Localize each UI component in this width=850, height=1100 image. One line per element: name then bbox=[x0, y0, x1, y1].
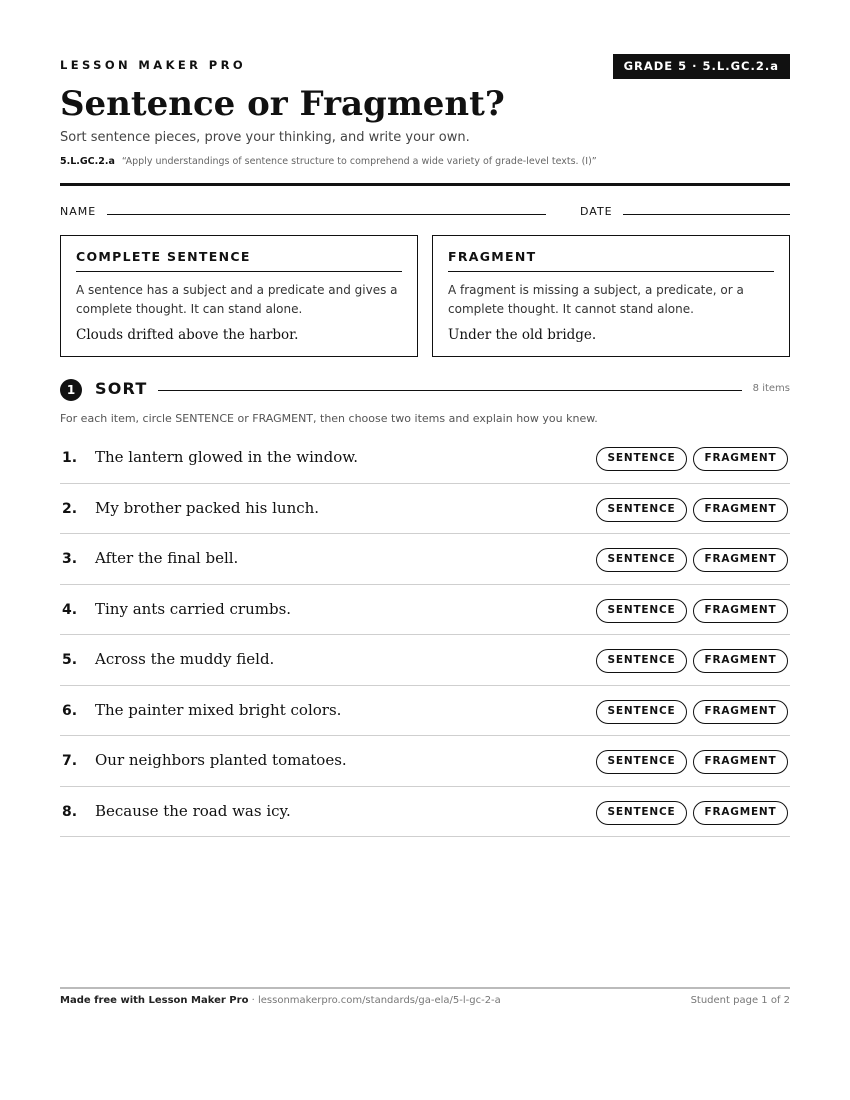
definition-card-sentence bbox=[60, 235, 418, 357]
date-label: DATE bbox=[580, 205, 613, 218]
footer-brand: Made free with Lesson Maker Pro bbox=[60, 995, 249, 1006]
definition-card-fragment bbox=[432, 235, 790, 357]
item-number: 8. bbox=[62, 803, 78, 820]
list-item bbox=[60, 585, 790, 636]
item-text: The painter mixed bright colors. bbox=[95, 700, 342, 719]
sentence-option[interactable]: SENTENCE bbox=[596, 498, 687, 522]
item-text: Tiny ants carried crumbs. bbox=[95, 599, 292, 618]
item-number: 3. bbox=[62, 551, 78, 567]
fragment-option[interactable]: FRAGMENT bbox=[693, 548, 788, 572]
definition-heading: FRAGMENT bbox=[448, 249, 774, 272]
standard-line bbox=[60, 156, 597, 167]
sentence-option[interactable]: SENTENCE bbox=[596, 599, 687, 623]
item-number: 5. bbox=[62, 652, 78, 668]
fragment-option[interactable]: FRAGMENT bbox=[693, 599, 788, 623]
list-item bbox=[60, 433, 790, 484]
item-list bbox=[60, 433, 790, 837]
name-write-line[interactable] bbox=[107, 214, 546, 215]
list-item bbox=[60, 484, 790, 535]
section-divider bbox=[158, 390, 742, 391]
item-text: The lantern glowed in the window. bbox=[95, 448, 359, 466]
section-title: SORT bbox=[95, 379, 148, 398]
list-item bbox=[60, 787, 790, 838]
list-item bbox=[60, 635, 790, 686]
definition-example: Clouds drifted above the harbor. bbox=[76, 327, 299, 343]
definition-text: A sentence has a subject and a predicate and gives a complete thought. It can stand alone. bbox=[76, 283, 398, 316]
fragment-option[interactable]: FRAGMENT bbox=[693, 700, 788, 724]
fragment-option[interactable]: FRAGMENT bbox=[693, 750, 788, 774]
fragment-option[interactable]: FRAGMENT bbox=[693, 649, 788, 673]
date-write-line[interactable] bbox=[623, 214, 790, 215]
standard-text: “Apply understandings of sentence structure to comprehend a wide variety of grade-level texts. (I)” bbox=[121, 156, 597, 167]
item-text: After the final bell. bbox=[95, 549, 239, 567]
item-number: 6. bbox=[62, 702, 78, 719]
sentence-option[interactable]: SENTENCE bbox=[596, 801, 687, 825]
definition-heading: COMPLETE SENTENCE bbox=[76, 249, 402, 272]
list-item bbox=[60, 736, 790, 787]
fragment-option[interactable]: FRAGMENT bbox=[693, 498, 788, 522]
sentence-option[interactable]: SENTENCE bbox=[596, 649, 687, 673]
grade-badge: GRADE 5 · 5.L.GC.2.a bbox=[613, 54, 790, 79]
item-text: Our neighbors planted tomatoes. bbox=[95, 751, 347, 769]
brand-name: LESSON MAKER PRO bbox=[60, 58, 247, 72]
definition-example: Under the old bridge. bbox=[448, 327, 597, 343]
item-text: Across the muddy field. bbox=[95, 650, 275, 668]
list-item bbox=[60, 534, 790, 585]
definition-text: A fragment is missing a subject, a predicate, or a complete thought. It cannot stand alone. bbox=[448, 283, 744, 316]
footer-divider bbox=[60, 987, 790, 989]
item-text: Because the road was icy. bbox=[95, 801, 291, 820]
standard-code: 5.L.GC.2.a bbox=[60, 156, 115, 167]
item-count: 8 items bbox=[752, 383, 790, 394]
item-number: 1. bbox=[62, 450, 78, 466]
item-number: 4. bbox=[62, 601, 78, 618]
sentence-option[interactable]: SENTENCE bbox=[596, 750, 687, 774]
page-indicator: Student page 1 of 2 bbox=[690, 995, 790, 1006]
item-number: 7. bbox=[62, 753, 78, 769]
section-instruction: For each item, circle SENTENCE or FRAGMENT, then choose two items and explain how you knew. bbox=[60, 412, 598, 425]
page-title: Sentence or Fragment? bbox=[60, 84, 505, 124]
page-subtitle: Sort sentence pieces, prove your thinking, and write your own. bbox=[60, 130, 470, 145]
name-label: NAME bbox=[60, 205, 97, 218]
footer-url[interactable]: · lessonmakerpro.com/standards/ga-ela/5-l-gc-2-a bbox=[248, 995, 501, 1006]
footer-credit bbox=[60, 995, 501, 1006]
sentence-option[interactable]: SENTENCE bbox=[596, 447, 687, 471]
sentence-option[interactable]: SENTENCE bbox=[596, 548, 687, 572]
item-text: My brother packed his lunch. bbox=[95, 498, 320, 517]
section-number-badge: 1 bbox=[60, 379, 82, 401]
item-number: 2. bbox=[62, 500, 78, 517]
fragment-option[interactable]: FRAGMENT bbox=[693, 447, 788, 471]
list-item bbox=[60, 686, 790, 737]
sentence-option[interactable]: SENTENCE bbox=[596, 700, 687, 724]
header-divider bbox=[60, 183, 790, 186]
fragment-option[interactable]: FRAGMENT bbox=[693, 801, 788, 825]
